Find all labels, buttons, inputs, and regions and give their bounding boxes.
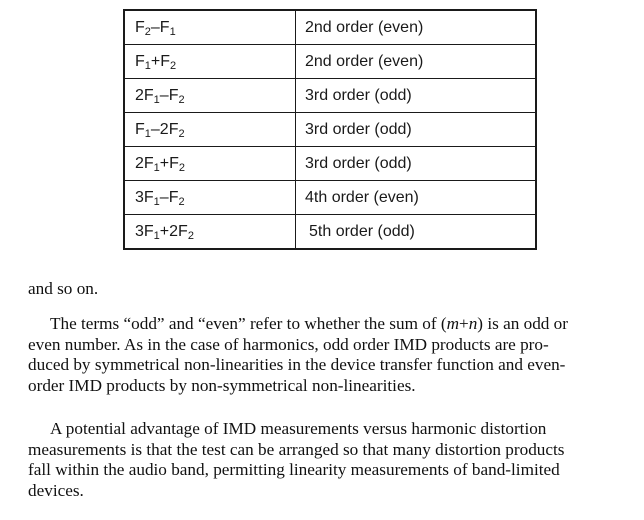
- table-row: [124, 10, 536, 45]
- product-cell: $3F_1+2F_2$: [124, 215, 296, 250]
- order-cell: 3rd order (odd): [296, 79, 537, 113]
- paragraph-odd-even-terms: [28, 314, 630, 396]
- order-cell: 3rd order (odd): [296, 113, 537, 147]
- imd-products-table: [123, 9, 537, 250]
- order-cell: 5th order (odd): [296, 215, 537, 250]
- table-row: [124, 45, 536, 79]
- paragraph-imd-advantage: [28, 419, 630, 501]
- paragraph-line: devices.: [28, 480, 84, 500]
- product-cell: $F_1+F_2$: [124, 45, 296, 79]
- table-row: [124, 215, 536, 250]
- paragraph-line: A potential advantage of IMD measurements versus harmonic distortion: [50, 419, 547, 438]
- paragraph-line: even number. As in the case of harmonics, odd order IMD products are pro-: [28, 334, 549, 354]
- order-cell: 2nd order (even): [296, 45, 537, 79]
- paragraph-line: duced by symmetrical non-linearities in the device transfer function and even-: [28, 355, 566, 374]
- product-cell: $F_1-2F_2$: [124, 113, 296, 147]
- order-cell: 3rd order (odd): [296, 147, 537, 181]
- product-cell: $2F_1+F_2$: [124, 147, 296, 181]
- table-row: [124, 79, 536, 113]
- product-cell: $3F_1-F_2$: [124, 181, 296, 215]
- paragraph-line: measurements is that the test can be arranged so that many distortion products: [28, 439, 565, 459]
- paragraph-line: The terms “odd” and “even” refer to whether the sum of (m+n) is an odd or: [50, 314, 568, 333]
- table-row: [124, 147, 536, 181]
- paragraph-line: order IMD products by non-symmetrical non-linearities.: [28, 375, 416, 395]
- order-cell: 4th order (even): [296, 181, 537, 215]
- table-row: [124, 181, 536, 215]
- product-cell: $2F_1-F_2$: [124, 79, 296, 113]
- order-cell: 2nd order (even): [296, 10, 537, 45]
- paragraph-and-so-on: and so on.: [28, 279, 99, 298]
- paragraph-line: fall within the audio band, permitting linearity measurements of band-limited: [28, 460, 560, 479]
- table-row: [124, 113, 536, 147]
- product-cell: $F_2-F_1$: [124, 10, 296, 45]
